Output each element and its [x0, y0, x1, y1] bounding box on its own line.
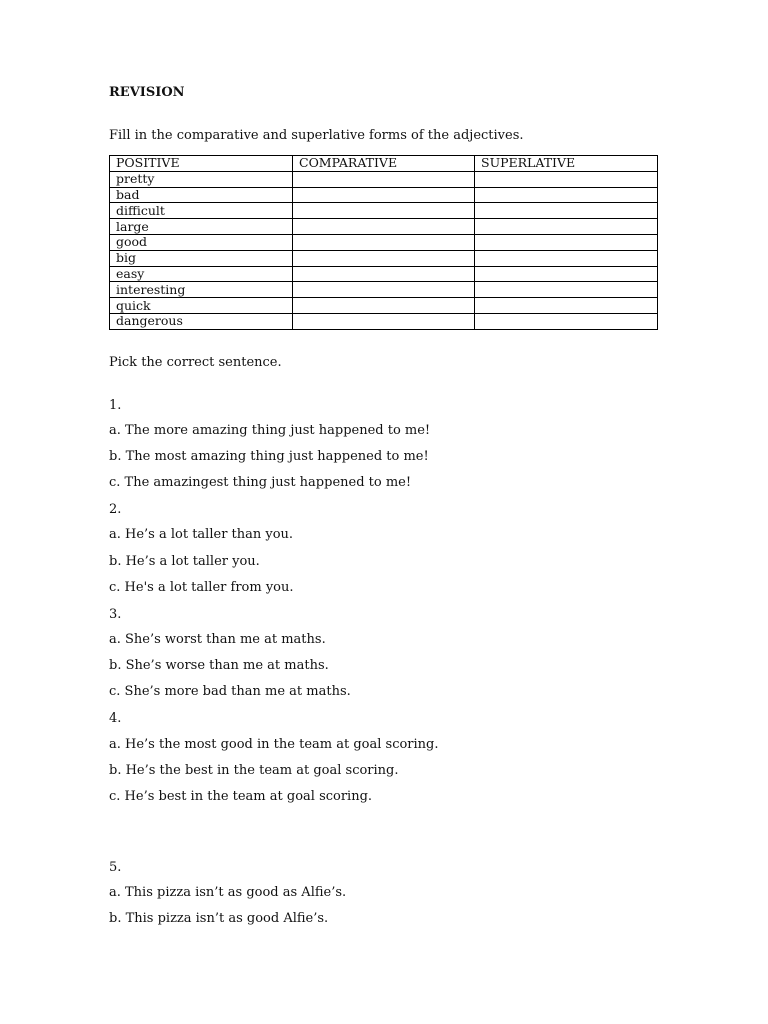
- positive-cell: interesting: [110, 282, 293, 298]
- superlative-blank-cell[interactable]: [475, 298, 658, 314]
- table-row: [110, 298, 658, 314]
- comparative-blank-cell[interactable]: [293, 282, 475, 298]
- positive-cell: difficult: [110, 203, 293, 219]
- answer-option[interactable]: a. He’s a lot taller than you.: [109, 527, 294, 542]
- comparative-blank-cell[interactable]: [293, 266, 475, 282]
- question-number: 2.: [109, 502, 122, 517]
- positive-cell: quick: [110, 298, 293, 314]
- superlative-blank-cell[interactable]: [475, 234, 658, 250]
- superlative-blank-cell[interactable]: [475, 282, 658, 298]
- comparative-blank-cell[interactable]: [293, 171, 475, 187]
- adjective-table: [109, 155, 658, 330]
- superlative-blank-cell[interactable]: [475, 266, 658, 282]
- table-row: [110, 171, 658, 187]
- positive-cell: easy: [110, 266, 293, 282]
- positive-cell: pretty: [110, 171, 293, 187]
- superlative-blank-cell[interactable]: [475, 313, 658, 329]
- header-comparative: COMPARATIVE: [293, 156, 475, 172]
- answer-option[interactable]: b. This pizza isn’t as good Alfie’s.: [109, 911, 329, 926]
- question-number: 4.: [109, 711, 122, 726]
- table-row: [110, 250, 658, 266]
- positive-cell: big: [110, 250, 293, 266]
- positive-cell: dangerous: [110, 313, 293, 329]
- table-row: [110, 219, 658, 235]
- positive-cell: good: [110, 234, 293, 250]
- answer-option[interactable]: b. The most amazing thing just happened to me!: [109, 449, 429, 464]
- table-header-row: [110, 156, 658, 172]
- comparative-blank-cell[interactable]: [293, 313, 475, 329]
- question-number: 3.: [109, 607, 122, 622]
- answer-option[interactable]: c. The amazingest thing just happened to me!: [109, 475, 412, 490]
- superlative-blank-cell[interactable]: [475, 187, 658, 203]
- comparative-blank-cell[interactable]: [293, 250, 475, 266]
- page-title: REVISION: [109, 85, 185, 100]
- superlative-blank-cell[interactable]: [475, 203, 658, 219]
- positive-cell: bad: [110, 187, 293, 203]
- answer-option[interactable]: c. She’s more bad than me at maths.: [109, 684, 351, 699]
- answer-option[interactable]: a. This pizza isn’t as good as Alfie’s.: [109, 885, 347, 900]
- table-row: [110, 234, 658, 250]
- answer-option[interactable]: c. He's a lot taller from you.: [109, 580, 294, 595]
- header-superlative: SUPERLATIVE: [475, 156, 658, 172]
- comparative-blank-cell[interactable]: [293, 298, 475, 314]
- comparative-blank-cell[interactable]: [293, 219, 475, 235]
- positive-cell: large: [110, 219, 293, 235]
- table-row: [110, 313, 658, 329]
- comparative-blank-cell[interactable]: [293, 234, 475, 250]
- table-row: [110, 203, 658, 219]
- answer-option[interactable]: c. He’s best in the team at goal scoring.: [109, 789, 373, 804]
- comparative-blank-cell[interactable]: [293, 187, 475, 203]
- instruction-fill-in: Fill in the comparative and superlative forms of the adjectives.: [109, 128, 524, 143]
- superlative-blank-cell[interactable]: [475, 171, 658, 187]
- comparative-blank-cell[interactable]: [293, 203, 475, 219]
- superlative-blank-cell[interactable]: [475, 219, 658, 235]
- answer-option[interactable]: b. He’s a lot taller you.: [109, 554, 260, 569]
- header-positive: POSITIVE: [110, 156, 293, 172]
- answer-option[interactable]: b. He’s the best in the team at goal scoring.: [109, 763, 399, 778]
- table-row: [110, 282, 658, 298]
- question-number: 5.: [109, 860, 122, 875]
- answer-option[interactable]: a. The more amazing thing just happened to me!: [109, 423, 431, 438]
- question-number: 1.: [109, 398, 122, 413]
- table-row: [110, 266, 658, 282]
- instruction-pick-sentence: Pick the correct sentence.: [109, 355, 282, 370]
- answer-option[interactable]: a. He’s the most good in the team at goal scoring.: [109, 737, 439, 752]
- superlative-blank-cell[interactable]: [475, 250, 658, 266]
- table-row: [110, 187, 658, 203]
- answer-option[interactable]: a. She’s worst than me at maths.: [109, 632, 326, 647]
- answer-option[interactable]: b. She’s worse than me at maths.: [109, 658, 329, 673]
